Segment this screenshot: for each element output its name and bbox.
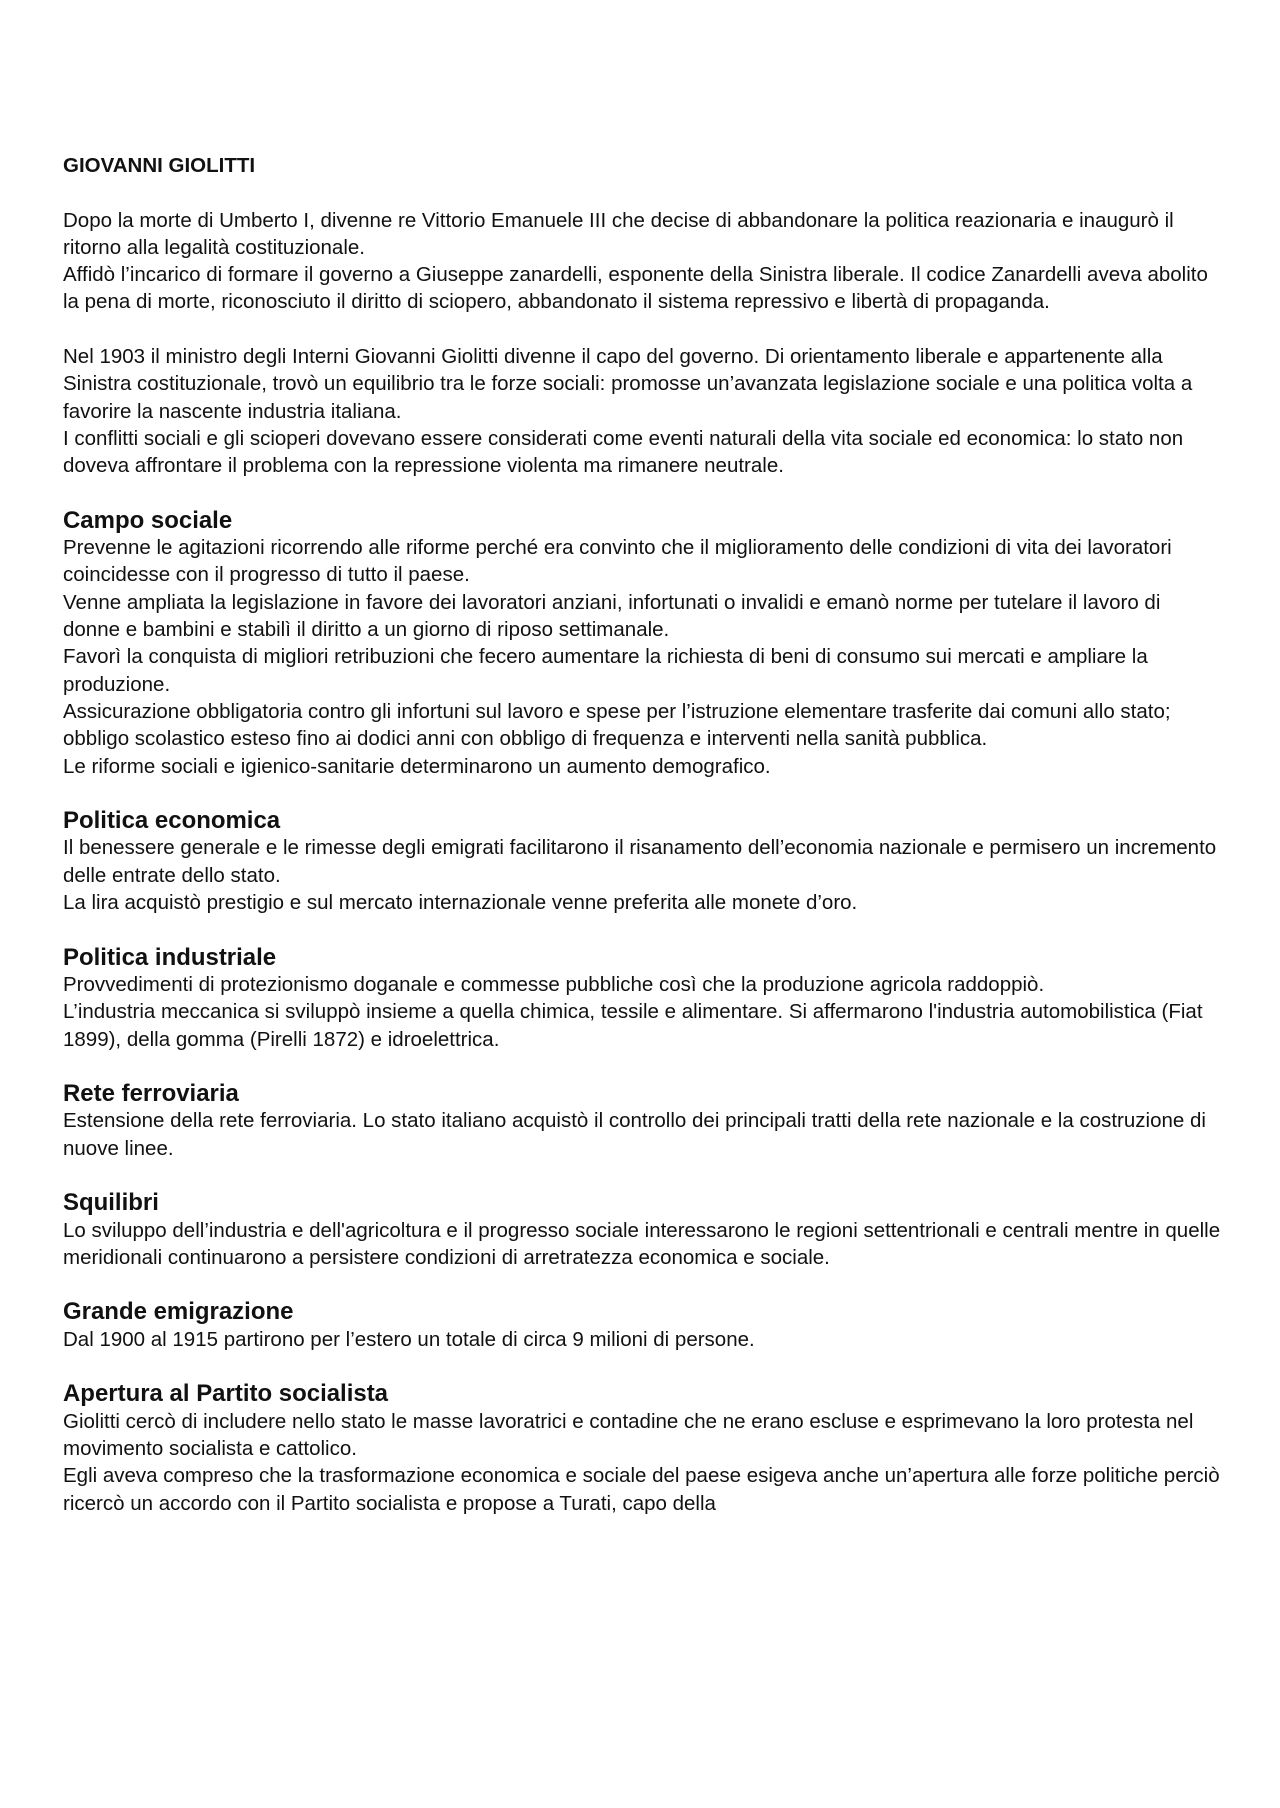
paragraph-gap bbox=[63, 316, 1223, 343]
section-paragraph: La lira acquistò prestigio e sul mercato internazionale venne preferita alle monete d’oro. bbox=[63, 891, 858, 915]
paragraph-gap bbox=[63, 1353, 1223, 1380]
section-paragraph: Venne ampliata la legislazione in favore dei lavoratori anziani, infortunati o invalidi e emanò norme per tutelare il lavoro di donne e bambini e stabilì il diritto a un giorno di riposo settimanale. bbox=[63, 590, 1161, 642]
section-paragraph: Giolitti cercò di includere nello stato le masse lavoratrici e contadine che ne erano escluse e esprimevano la loro protesta nel movimento socialista e cattolico. bbox=[63, 1409, 1194, 1460]
section-rete-ferroviaria bbox=[63, 1080, 1223, 1162]
giolitti-paragraph: I conflitti sociali e gli scioperi dovevano essere considerati come eventi naturali della vita sociale ed economica: lo stato non doveva affrontare il problema con la repressione violenta ma rimanere neutrale. bbox=[63, 426, 1184, 478]
paragraph-gap bbox=[63, 1162, 1223, 1189]
section-paragraph: Egli aveva compreso che la trasformazione economica e sociale del paese esigeva anche un’apertura alle forze politiche perciò ricercò un accordo con il Partito socialista e propose a Turati, capo della bbox=[63, 1464, 1220, 1515]
section-paragraph: L’industria meccanica si sviluppò insieme a quella chimica, tessile e alimentare. Si affermarono l'industria automobilistica (Fiat 1899), della gomma (Pirelli 1872) e idroelettrica. bbox=[63, 1000, 1203, 1051]
giolitti-paragraph: Nel 1903 il ministro degli Interni Giovanni Giolitti divenne il capo del governo. Di orientamento liberale e appartenente alla Sinistra costituzionale, trovò un equilibrio tra le forze sociali: promosse un’avanzata legislazione sociale e una politica volta a favorire la nascente industria italiana. bbox=[63, 345, 1193, 423]
section-paragraph: Favorì la conquista di migliori retribuzioni che fecero aumentare la richiesta di beni di consumo sui mercati e ampliare la produzione. bbox=[63, 645, 1148, 696]
section-heading: Politica industriale bbox=[63, 943, 277, 971]
section-paragraph: Il benessere generale e le rimesse degli emigrati facilitarono il risanamento dell’economia nazionale e permisero un incremento delle entrate dello stato. bbox=[63, 836, 1217, 887]
intro-paragraph: Affidò l’incarico di formare il governo a Giuseppe zanardelli, esponente della Sinistra liberale. Il codice Zanardelli aveva abolito la pena di morte, riconosciuto il diritto di sciopero, abbandonato il sistema repressivo e libertà di propaganda. bbox=[63, 263, 1208, 314]
paragraph-gap bbox=[63, 780, 1223, 807]
section-politica-industriale bbox=[63, 944, 1223, 1053]
paragraph-gap bbox=[63, 916, 1223, 943]
section-campo-sociale bbox=[63, 507, 1223, 780]
section-paragraph: Estensione della rete ferroviaria. Lo stato italiano acquistò il controllo dei principali tratti della rete nazionale e la costruzione di nuove linee. bbox=[63, 1109, 1206, 1160]
section-paragraph: Prevenne le agitazioni ricorrendo alle riforme perché era convinto che il miglioramento delle condizioni di vita dei lavoratori coincidesse con il progresso di tutto il paese. bbox=[63, 536, 1172, 587]
paragraph-gap bbox=[63, 480, 1223, 507]
section-grande-emigrazione bbox=[63, 1298, 1223, 1353]
section-paragraph: Lo sviluppo dell’industria e dell'agricoltura e il progresso sociale interessarono le regioni settentrionali e centrali mentre in quelle meridionali continuarono a persistere condizioni di arretratezza economica e sociale. bbox=[63, 1218, 1221, 1269]
section-heading: Grande emigrazione bbox=[63, 1298, 294, 1326]
paragraph-gap bbox=[63, 1053, 1223, 1080]
section-heading: Squilibri bbox=[63, 1189, 159, 1217]
section-heading: Campo sociale bbox=[63, 506, 233, 534]
section-paragraph: Dal 1900 al 1915 partirono per l’estero un totale di circa 9 milioni di persone. bbox=[63, 1327, 755, 1351]
section-apertura-partito-socialista bbox=[63, 1380, 1223, 1516]
section-heading: Politica economica bbox=[63, 807, 281, 835]
paragraph-gap bbox=[63, 1271, 1223, 1298]
section-heading: Apertura al Partito socialista bbox=[63, 1380, 389, 1408]
section-heading: Rete ferroviaria bbox=[63, 1080, 239, 1108]
section-squilibri bbox=[63, 1189, 1223, 1271]
section-paragraph: Provvedimenti di protezionismo doganale e commesse pubbliche così che la produzione agricola raddoppiò. bbox=[63, 972, 1045, 996]
section-paragraph: Assicurazione obbligatoria contro gli infortuni sul lavoro e spese per l’istruzione elementare trasferite dai comuni allo stato; obbligo scolastico esteso fino ai dodici anni con obbligo di frequenza e interventi nella sanità pubblica. bbox=[63, 699, 1171, 751]
section-paragraph: Le riforme sociali e igienico-sanitarie determinarono un aumento demografico. bbox=[63, 754, 771, 778]
document-page bbox=[63, 152, 1223, 1517]
intro-paragraph: Dopo la morte di Umberto I, divenne re Vittorio Emanuele III che decise di abbandonare la politica reazionaria e inaugurò il ritorno alla legalità costituzionale. bbox=[63, 208, 1174, 259]
document-title: GIOVANNI GIOLITTI bbox=[63, 154, 256, 177]
section-politica-economica bbox=[63, 807, 1223, 916]
